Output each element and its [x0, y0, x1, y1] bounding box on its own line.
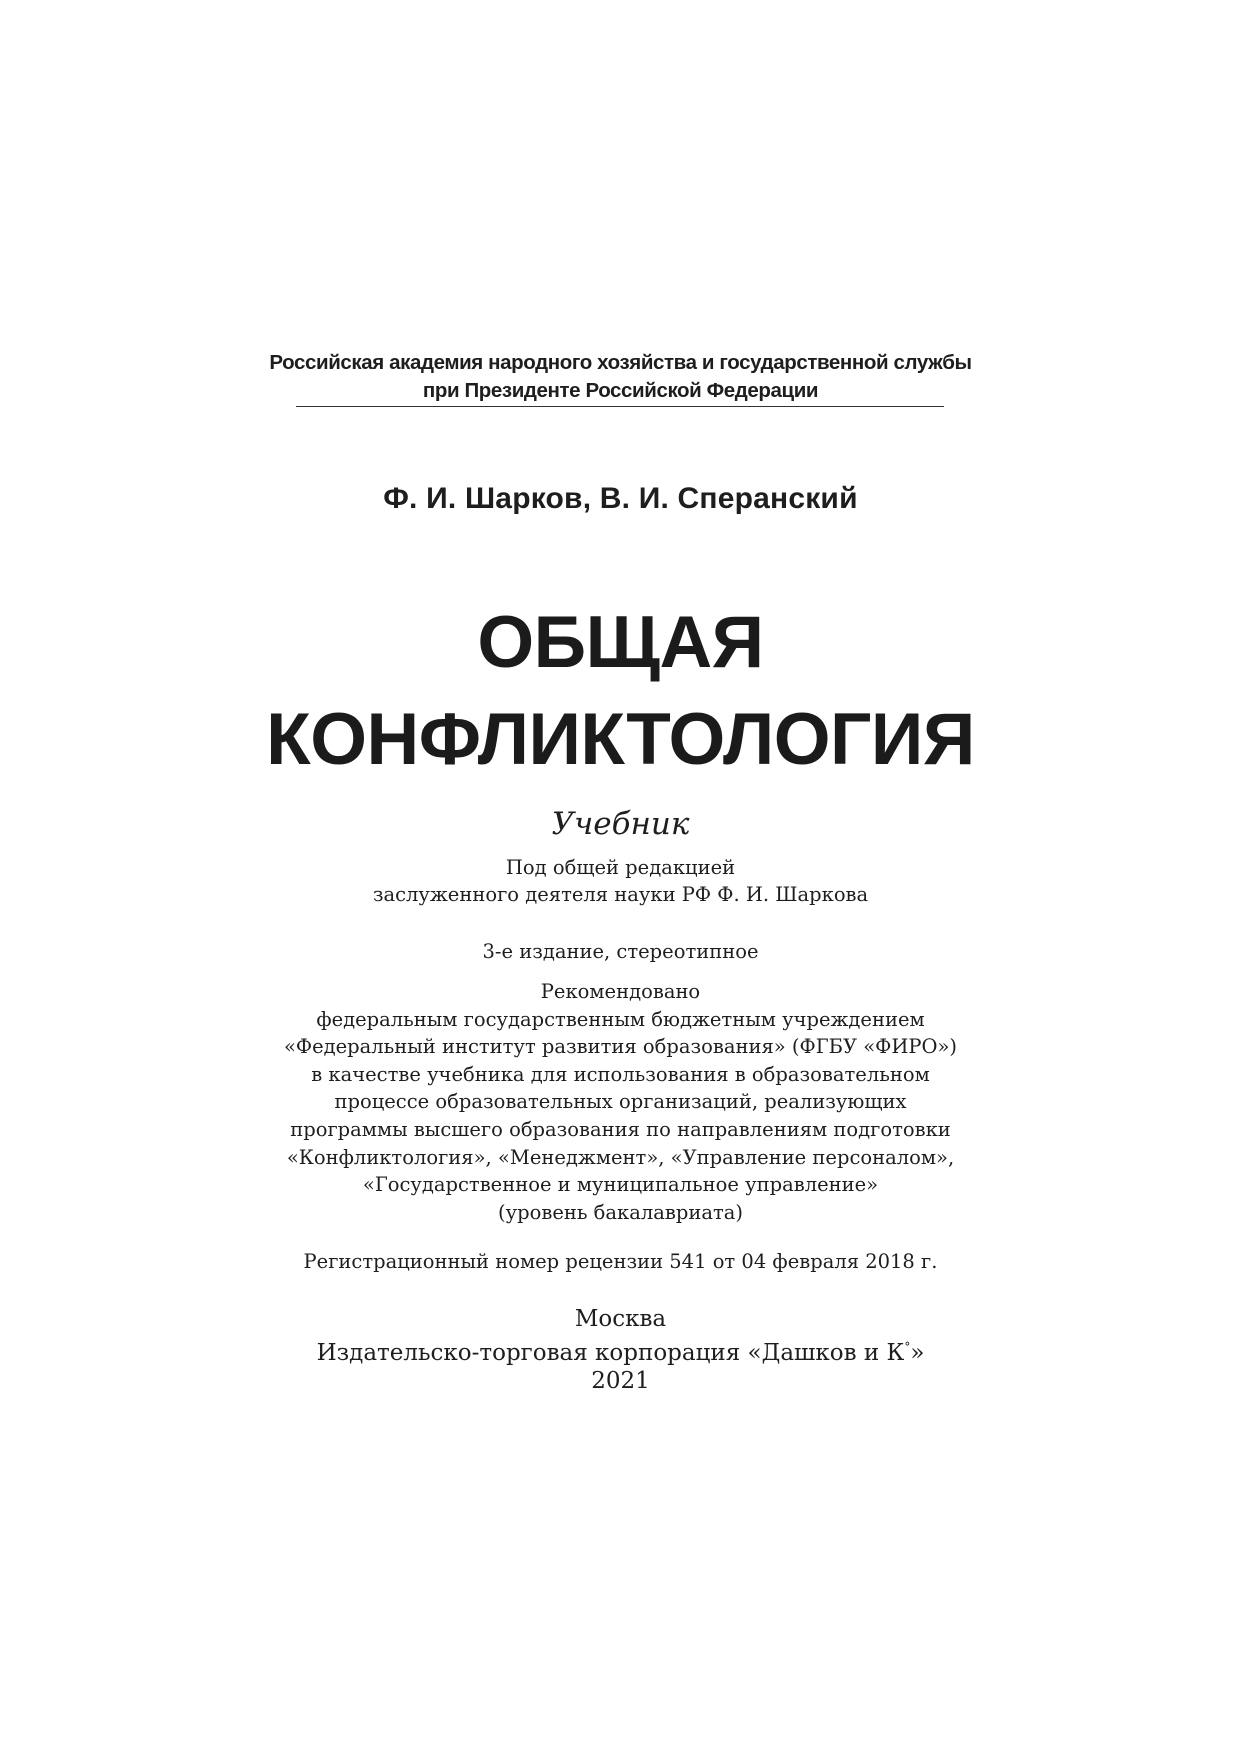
institution-line-2: при Президенте Российской Федерации: [422, 379, 819, 402]
recommendation-line: «Федеральный институт развития образования» (ФГБУ «ФИРО»): [283, 1035, 958, 1059]
editor-line-1: Под общей редакцией: [505, 856, 736, 879]
recommendation-line: федеральным государственным бюджетным учреждением: [316, 1007, 925, 1031]
recommendation-line: (уровень бакалавриата): [498, 1200, 743, 1224]
imprint: [0, 1305, 1241, 1395]
recommendation-line: программы высшего образования по направлениям подготовки: [290, 1117, 951, 1141]
imprint-year: 2021: [591, 1368, 650, 1394]
recommendation-line: «Конфликтология», «Менеджмент», «Управление персоналом»,: [286, 1145, 955, 1169]
institution-line-1: Российская академия народного хозяйства и государственной службы: [269, 351, 972, 374]
book-title-line-2: КОНФЛИКТОЛОГИЯ: [266, 699, 975, 780]
recommendation-text: [0, 978, 1241, 1226]
recommendation-line: в качестве учебника для использования в образовательном: [311, 1062, 930, 1086]
authors: Ф. И. Шарков, В. И. Сперанский: [383, 482, 858, 515]
institution-name: [0, 349, 1241, 405]
registration-number: Регистрационный номер рецензии 541 от 04 февраля 2018 г.: [303, 1250, 938, 1273]
imprint-publisher: [0, 1333, 1241, 1367]
degree-mark: °: [904, 1340, 911, 1354]
book-title: [0, 594, 1241, 788]
publisher-name: Издательско-торговая корпорация «Дашков и К: [316, 1340, 905, 1366]
edition-note: 3-е издание, стереотипное: [482, 940, 759, 963]
recommendation-line: «Государственное и муниципальное управление»: [362, 1173, 879, 1197]
imprint-city: Москва: [574, 1306, 667, 1332]
book-title-line-1: ОБЩАЯ: [477, 602, 764, 683]
editor-credit: [0, 854, 1241, 908]
editor-line-2: заслуженного деятеля науки РФ Ф. И. Шаркова: [372, 883, 869, 906]
publisher-close-quote: »: [910, 1340, 925, 1366]
book-genre: Учебник: [551, 806, 690, 842]
recommendation-line: Рекомендовано: [540, 980, 701, 1003]
recommendation-line: процессе образовательных организаций, реализующих: [334, 1090, 907, 1114]
header-divider: [296, 406, 944, 407]
